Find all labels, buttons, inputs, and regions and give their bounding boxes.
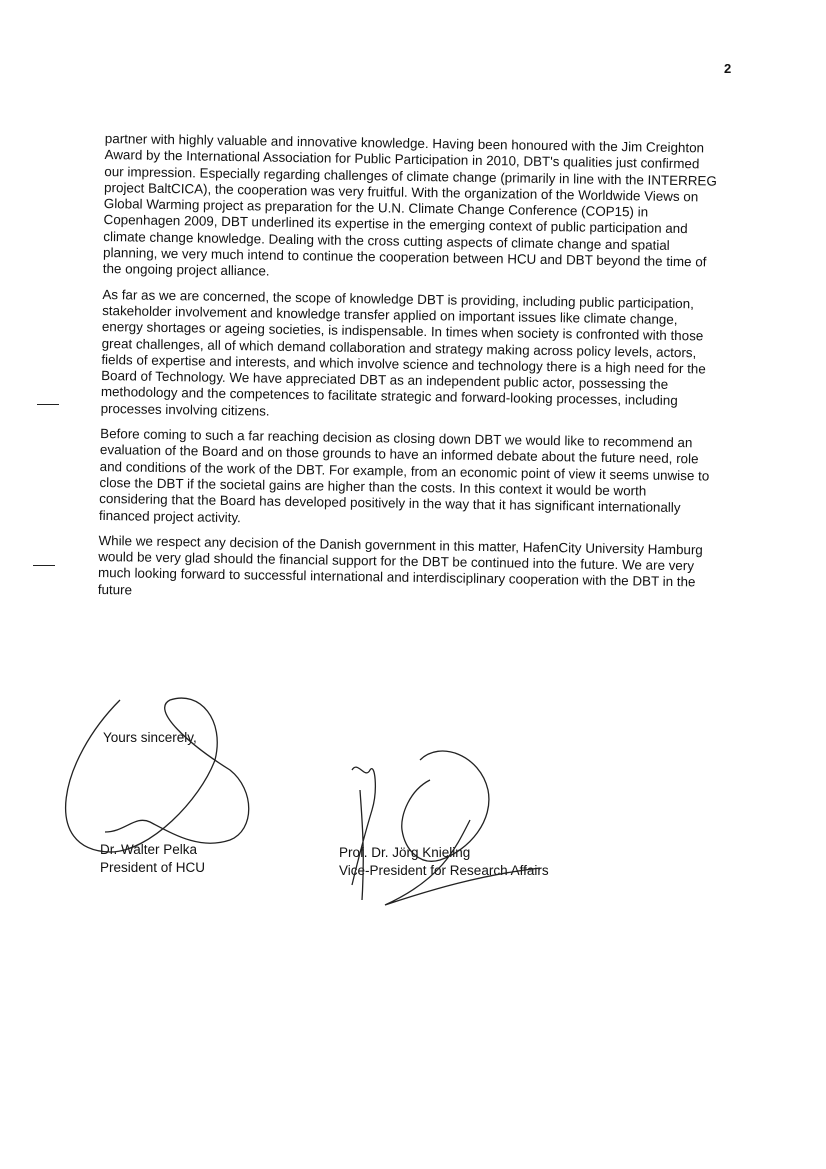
paragraph-2: As far as we are concerned, the scope of knowledge DBT is providing, including public participation, stakeholder involvement and knowledge transfer applied on important issues like climate change, energy shortages or ageing societies, is indispensable. In times when society is confronted with those great challenges, all of which demand collaboration and strategy making across policy levels, actors, fields of expertise and interests, and which involve science and technology there is a high need for the Board of Technology. We have appreciated DBT as an independent public actor, possessing the methodology and the competences to facilitate strategic and forward-looking processes, including processes involving citizens. <box>100 286 706 419</box>
signature-left <box>66 698 249 852</box>
signatory-left-title: President of HCU <box>100 860 206 875</box>
signatory-left-name: Dr. Walter Pelka <box>100 842 198 857</box>
paragraph-3: Before coming to such a far reaching decision as closing down DBT we would like to recommend an evaluation of the Board and on those grounds to have an informed debate about the future need, role and conditions of the work of the DBT. For example, from an economic point of view it seems unwise to close the DBT if the societal gains are higher than the costs. In this context it would be worth considering that the Board has developed positively in the way that it has significant internationally financed project activity. <box>98 426 710 525</box>
signatory-right-title: Vice-President for Research Affairs <box>339 863 549 878</box>
paragraph-4: While we respect any decision of the Danish government in this matter, HafenCity University Hamburg would be very glad should the financial support for the DBT be continued into the future. We are very much looking forward to successful international and interdisciplinary cooperation with the DBT in the future <box>97 532 703 598</box>
margin-mark <box>37 404 59 405</box>
signatory-left <box>100 841 205 877</box>
letter-body <box>98 131 720 617</box>
signatory-right-name: Prof. Dr. Jörg Knieling <box>339 845 471 860</box>
margin-mark <box>33 565 55 566</box>
paragraph-1: partner with highly valuable and innovative knowledge. Having been honoured with the Jim Creighton Award by the International Association for Public Participation in 2010, DBT's qualities just confirmed our impression. Especially regarding challenges of climate change (primarily in line with the INTERREG project BaltCICA), the cooperation was very fruitful. With the organization of the Worldwide Views on Global Warming project as preparation for the U.N. Climate Change Conference (COP15) in Copenhagen 2009, DBT underlined its expertise in the emerging context of public participation and climate change knowledge. Dealing with the cross cutting aspects of climate change and spatial planning, we very much intend to continue the cooperation between HCU and DBT beyond the time of the ongoing project alliance. <box>102 131 717 279</box>
page-number: 2 <box>724 61 732 76</box>
signatory-right <box>339 844 549 880</box>
closing-salutation: Yours sincerely, <box>103 730 197 745</box>
signature-right <box>352 751 540 905</box>
